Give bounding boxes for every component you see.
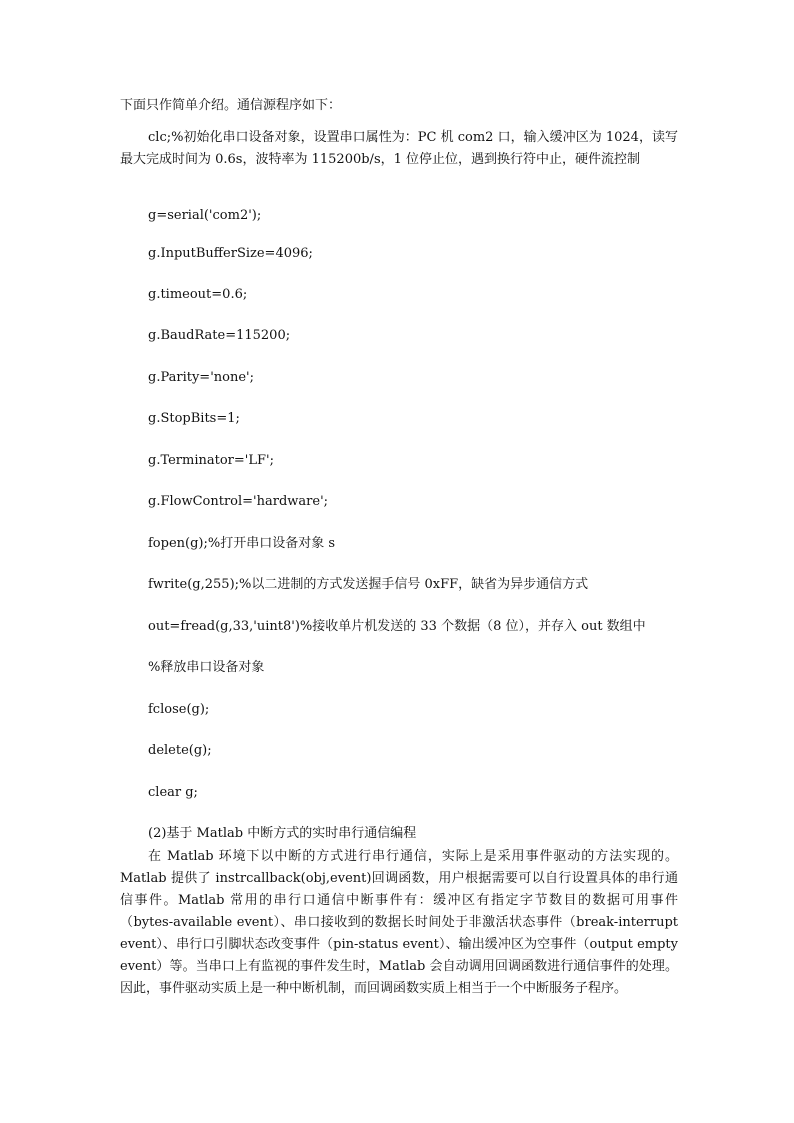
section-heading: (2)基于 Matlab 中断方式的实时串行通信编程 [148,826,417,841]
code-line: out=fread(g,33,'uint8')%接收单片机发送的 33 个数据（8 位），并存入 out 数组中 [148,619,646,634]
code-line: delete(g); [148,743,212,758]
code-line: fclose(g); [148,702,210,717]
code-line: g.timeout=0.6; [148,287,248,302]
code-line: g.FlowControl='hardware'; [148,494,329,509]
code-line: clear g; [148,785,198,800]
body-paragraph: 在 Matlab 环境下以中断的方式进行串行通信，实际上是采用事件驱动的方法实现的。Matlab 提供了 instrcallback(obj,event)回调函数，用户根据需要可以自行设置具体的串行通信事件。Matlab 常用的串行口通信中断事件有：缓冲区有指定字节数目的数据可用事件（bytes-available event）、串口接收到的数据长时间处于非激活状态事件（break-interrupt event）、串行口引脚状态改变事件（pin-status event）、输出缓冲区为空事件（output empty event）等。当串口上有监视的事件发生时，Matlab 会自动调用回调函数进行通信事件的处理。因此，事件驱动实质上是一种中断机制，而回调函数实质上相当于一个中断服务子程序。 [120,849,678,996]
code-line: g.BaudRate=115200; [148,328,291,343]
code-line: %释放串口设备对象 [148,660,265,675]
code-line: fwrite(g,255);%以二进制的方式发送握手信号 0xFF，缺省为异步通信方式 [148,577,589,592]
code-line: g.Parity='none'; [148,370,254,385]
code-line: g.Terminator='LF'; [148,453,274,468]
code-line: g.InputBufferSize=4096; [148,246,313,261]
code-line: g.StopBits=1; [148,411,240,426]
setup-comment-paragraph: clc;%初始化串口设备对象，设置串口属性为：PC 机 com2 口，输入缓冲区为 1024，读写最大完成时间为 0.6s，波特率为 115200b/s，1 位停止位，遇到换行符中止，硬件流控制 [120,130,678,167]
code-line: g=serial('com2'); [148,208,262,223]
code-line: fopen(g);%打开串口设备对象 s [148,536,336,551]
intro-line: 下面只作简单介绍。通信源程序如下： [120,98,342,113]
